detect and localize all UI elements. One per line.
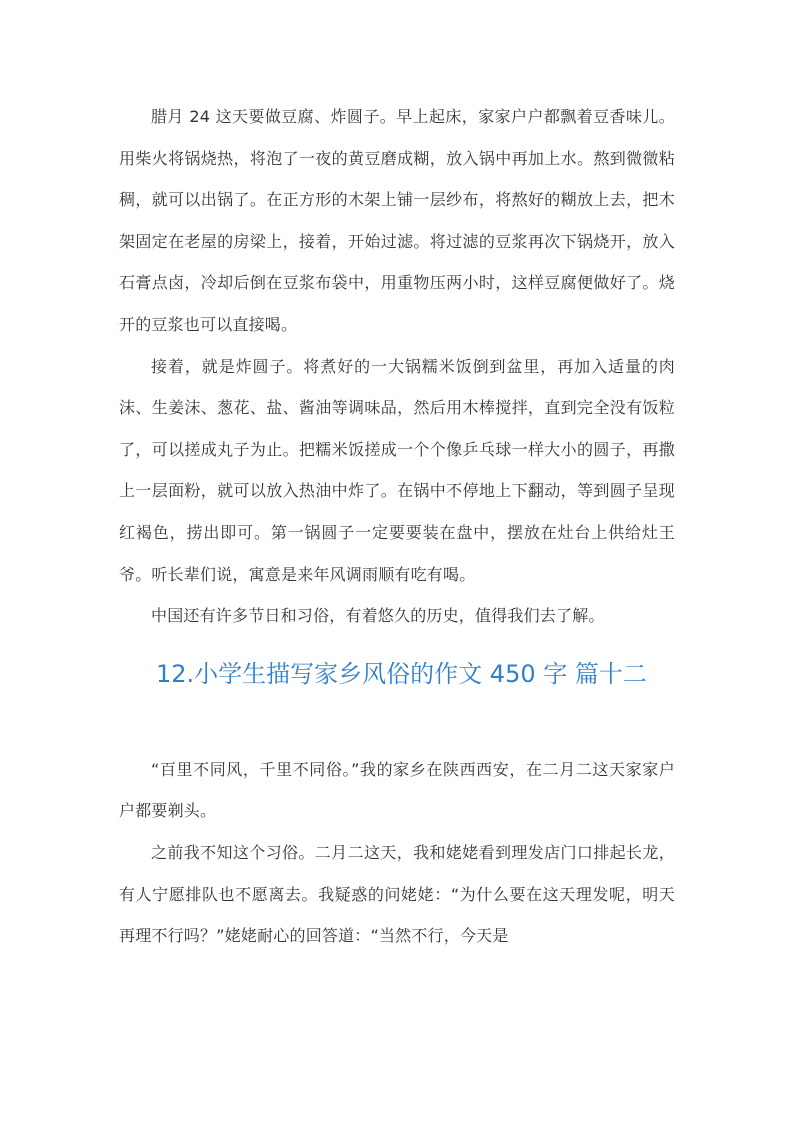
body-paragraph: 中国还有许多节日和习俗，有着悠久的历史，值得我们去了解。: [151, 606, 605, 626]
section-heading: 12.小学生描写家乡风俗的作文 450 字 篇十二: [156, 659, 647, 688]
heading-spacer: [119, 694, 675, 749]
document-page: [119, 96, 675, 957]
body-paragraph: 之前我不知这个习俗。二月二这天，我和姥姥看到理发店门口排起长龙，有人宁愿排队也不愿离去。我疑惑的问姥姥：“为什么要在这天理发呢，明天再理不行吗？”姥姥耐心的回答道：“当然不行，今天是: [119, 842, 675, 946]
body-paragraph: “百里不同风，千里不同俗。”我的家乡在陕西西安，在二月二这天家家户户都要剃头。: [119, 759, 675, 821]
body-paragraph: 接着，就是炸圆子。将煮好的一大锅糯米饭倒到盆里，再加入适量的肉沫、生姜沫、葱花、盐、酱油等调味品，然后用木棒搅拌，直到完全没有饭粒了，可以搓成丸子为止。把糯米饭搓成一个个像乒乓球一样大小的圆子，再撒上一层面粉，就可以放入热油中炸了。在锅中不停地上下翻动，等到圆子呈现红褐色，捞出即可。第一锅圆子一定要要装在盘中，摆放在灶台上供给灶王爷。听长辈们说，寓意是来年风调雨顺有吃有喝。: [119, 356, 675, 584]
body-paragraph: 腊月 24 这天要做豆腐、炸圆子。早上起床，家家户户都飘着豆香味儿。用柴火将锅烧热，将泡了一夜的黄豆磨成糊，放入锅中再加上水。熬到微微粘稠，就可以出锅了。在正方形的木架上铺一层纱布，将熬好的糊放上去，把木架固定在老屋的房梁上，接着，开始过滤。将过滤的豆浆再次下锅烧开，放入石膏点卤，冷却后倒在豆浆布袋中，用重物压两小时，这样豆腐便做好了。烧开的豆浆也可以直接喝。: [119, 107, 675, 334]
